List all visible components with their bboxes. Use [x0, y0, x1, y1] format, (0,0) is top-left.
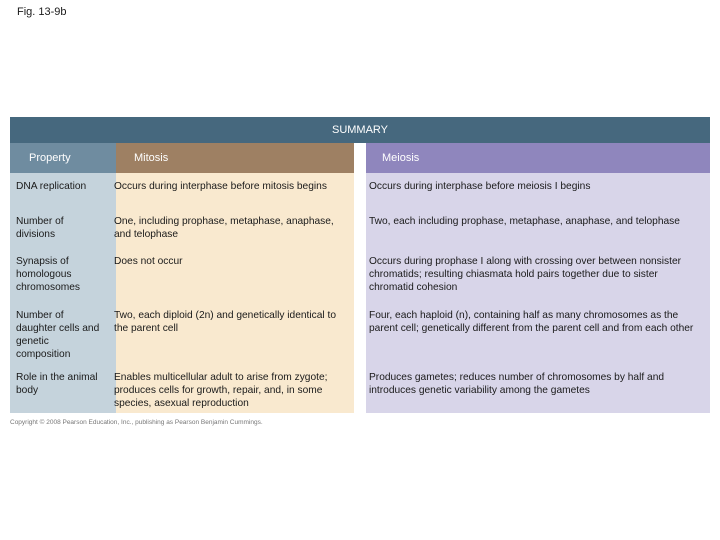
header-mitosis: Mitosis	[116, 143, 354, 173]
row-role-mitosis: Enables multicellular adult to arise from zygote; produces cells for growth, repair, and, in some species, asexual reproduction	[114, 372, 328, 409]
row-divisions-meiosis: Two, each including prophase, metaphase, anaphase, and telophase	[369, 216, 680, 227]
header-gap	[354, 143, 366, 173]
row-synapsis-meiosis: Occurs during prophase I along with crossing over between nonsister chromatids; resulting chiasmata hold pairs together due to sister chromatid cohesion	[369, 256, 682, 293]
copyright-notice: Copyright © 2008 Pearson Education, Inc., publishing as Pearson Benjamin Cummings.	[10, 419, 263, 426]
row-divisions-property: Number of divisions	[16, 216, 64, 240]
row-dna-replication-meiosis: Occurs during interphase before meiosis I begins	[369, 181, 591, 192]
row-synapsis-mitosis: Does not occur	[114, 256, 183, 267]
row-daughter-cells-property: Number of daughter cells and genetic composition	[16, 310, 100, 360]
row-dna-replication-property: DNA replication	[16, 181, 87, 192]
row-role-property: Role in the animal body	[16, 372, 98, 396]
figure-label: Fig. 13-9b	[17, 6, 67, 18]
row-dna-replication-mitosis: Occurs during interphase before mitosis begins	[114, 181, 327, 192]
header-property: Property	[10, 143, 116, 173]
row-daughter-cells-meiosis: Four, each haploid (n), containing half as many chromosomes as the parent cell; genetically different from the parent cell and from each other	[369, 310, 694, 334]
header-meiosis: Meiosis	[366, 143, 710, 173]
row-divisions-mitosis: One, including prophase, metaphase, anaphase, and telophase	[114, 216, 334, 240]
summary-title: SUMMARY	[10, 117, 710, 143]
row-daughter-cells-mitosis: Two, each diploid (2n) and genetically identical to the parent cell	[114, 310, 336, 334]
row-synapsis-property: Synapsis of homologous chromosomes	[16, 256, 80, 293]
row-role-meiosis: Produces gametes; reduces number of chromosomes by half and introduces genetic variability among the gametes	[369, 372, 665, 396]
